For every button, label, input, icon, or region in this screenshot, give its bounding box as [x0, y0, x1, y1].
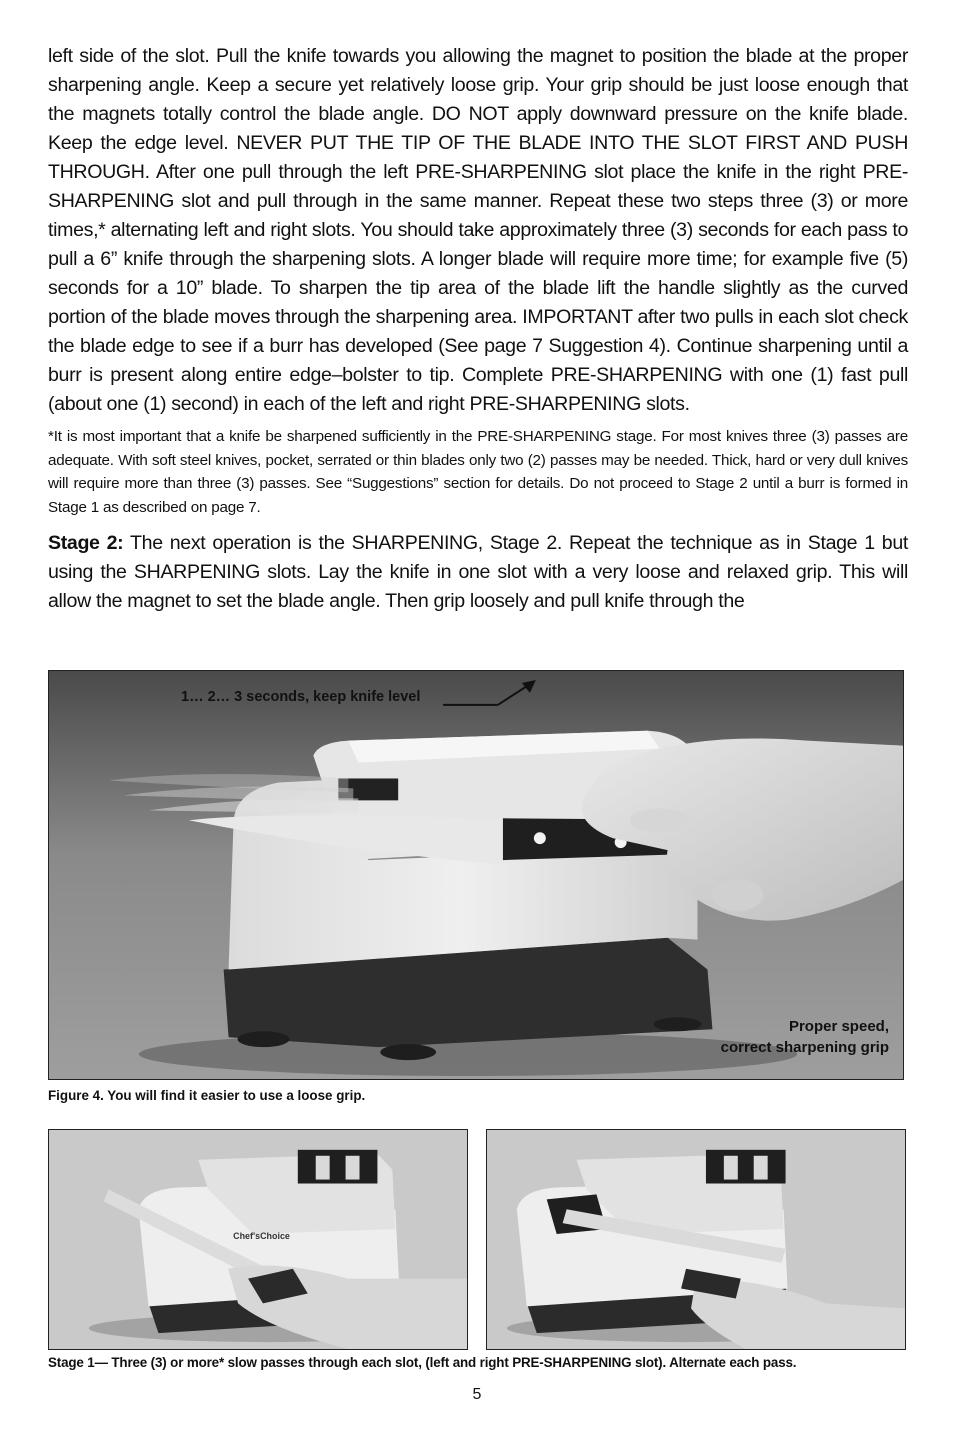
figure-4-annotation-line-1: Proper speed, — [788, 1018, 889, 1035]
page-number: 5 — [472, 1386, 482, 1403]
sharpener-left-slot-illustration — [49, 1130, 467, 1349]
figure-4-annotation-grip — [721, 1016, 889, 1058]
stage-2-lead: Stage 2: — [48, 532, 124, 554]
footnote: *It is most important that a knife be sharpened sufficiently in the PRE-SHARPENING stage. For most knives three (3) passes are adequate. With soft steel knives, pocket, serrated or thin blades only two (2) passes may be needed. Thick, hard or very dull knives will require more than three (3) passes. See “Suggestions” section for details. Do not proceed to Stage 2 until a burr is formed in Stage 1 as described on page 7. — [48, 428, 908, 516]
stage-1-caption: Stage 1— Three (3) or more* slow passes through each slot, (left and right PRE-SHARPENING slot). Alternate each pass. — [48, 1355, 797, 1370]
figure-4-photo — [48, 670, 904, 1080]
stage-1-photo-right-slot — [486, 1129, 906, 1350]
figure-4-annotation-line-2: correct sharpening grip — [720, 1039, 889, 1056]
brand-mark: Chef'sChoice — [233, 1231, 290, 1242]
stage-1-photo-left-slot — [48, 1129, 468, 1350]
figure-4-caption: Figure 4. You will find it easier to use a loose grip. — [48, 1088, 366, 1103]
stage-2-text: The next operation is the SHARPENING, Stage 2. Repeat the technique as in Stage 1 but using the SHARPENING slots. Lay the knife in one slot with a very loose and relaxed grip. This will allow the magnet to set the blade angle. Then grip loosely and pull knife through the — [48, 532, 908, 612]
body-text — [48, 42, 908, 616]
sharpener-right-slot-illustration — [487, 1130, 905, 1349]
paragraph-1: left side of the slot. Pull the knife towards you allowing the magnet to position the blade at the proper sharpening angle. Keep a secure yet relatively loose grip. Your grip should be just loose enough that the magnets totally control the blade angle. DO NOT apply downward pressure on the knife blade. Keep the edge level. NEVER PUT THE TIP OF THE BLADE INTO THE SLOT FIRST AND PUSH THROUGH. After one pull through the left PRE-SHARPENING slot place the knife in the right PRE-SHARPENING slot and pull through in the same manner. Repeat these two steps three (3) or more times,* alternating left and right slots. You should take approximately three (3) seconds for each pass to pull a 6” knife through the sharpening slots. A longer blade will require more time; for example five (5) seconds for a 10” blade. To sharpen the tip area of the blade lift the handle slightly as the curved portion of the blade moves through the sharpening area. IMPORTANT after two pulls in each slot check the blade edge to see if a burr has developed (See page 7 Suggestion 4). Continue sharpening until a burr is present along entire edge–bolster to tip. Complete PRE-SHARPENING with one (1) fast pull (about one (1) second) in each of the left and right PRE-SHARPENING slots. — [48, 45, 908, 415]
figure-4-annotation-speed: 1… 2… 3 seconds, keep knife level — [181, 689, 421, 705]
stage-2-paragraph — [48, 529, 908, 616]
